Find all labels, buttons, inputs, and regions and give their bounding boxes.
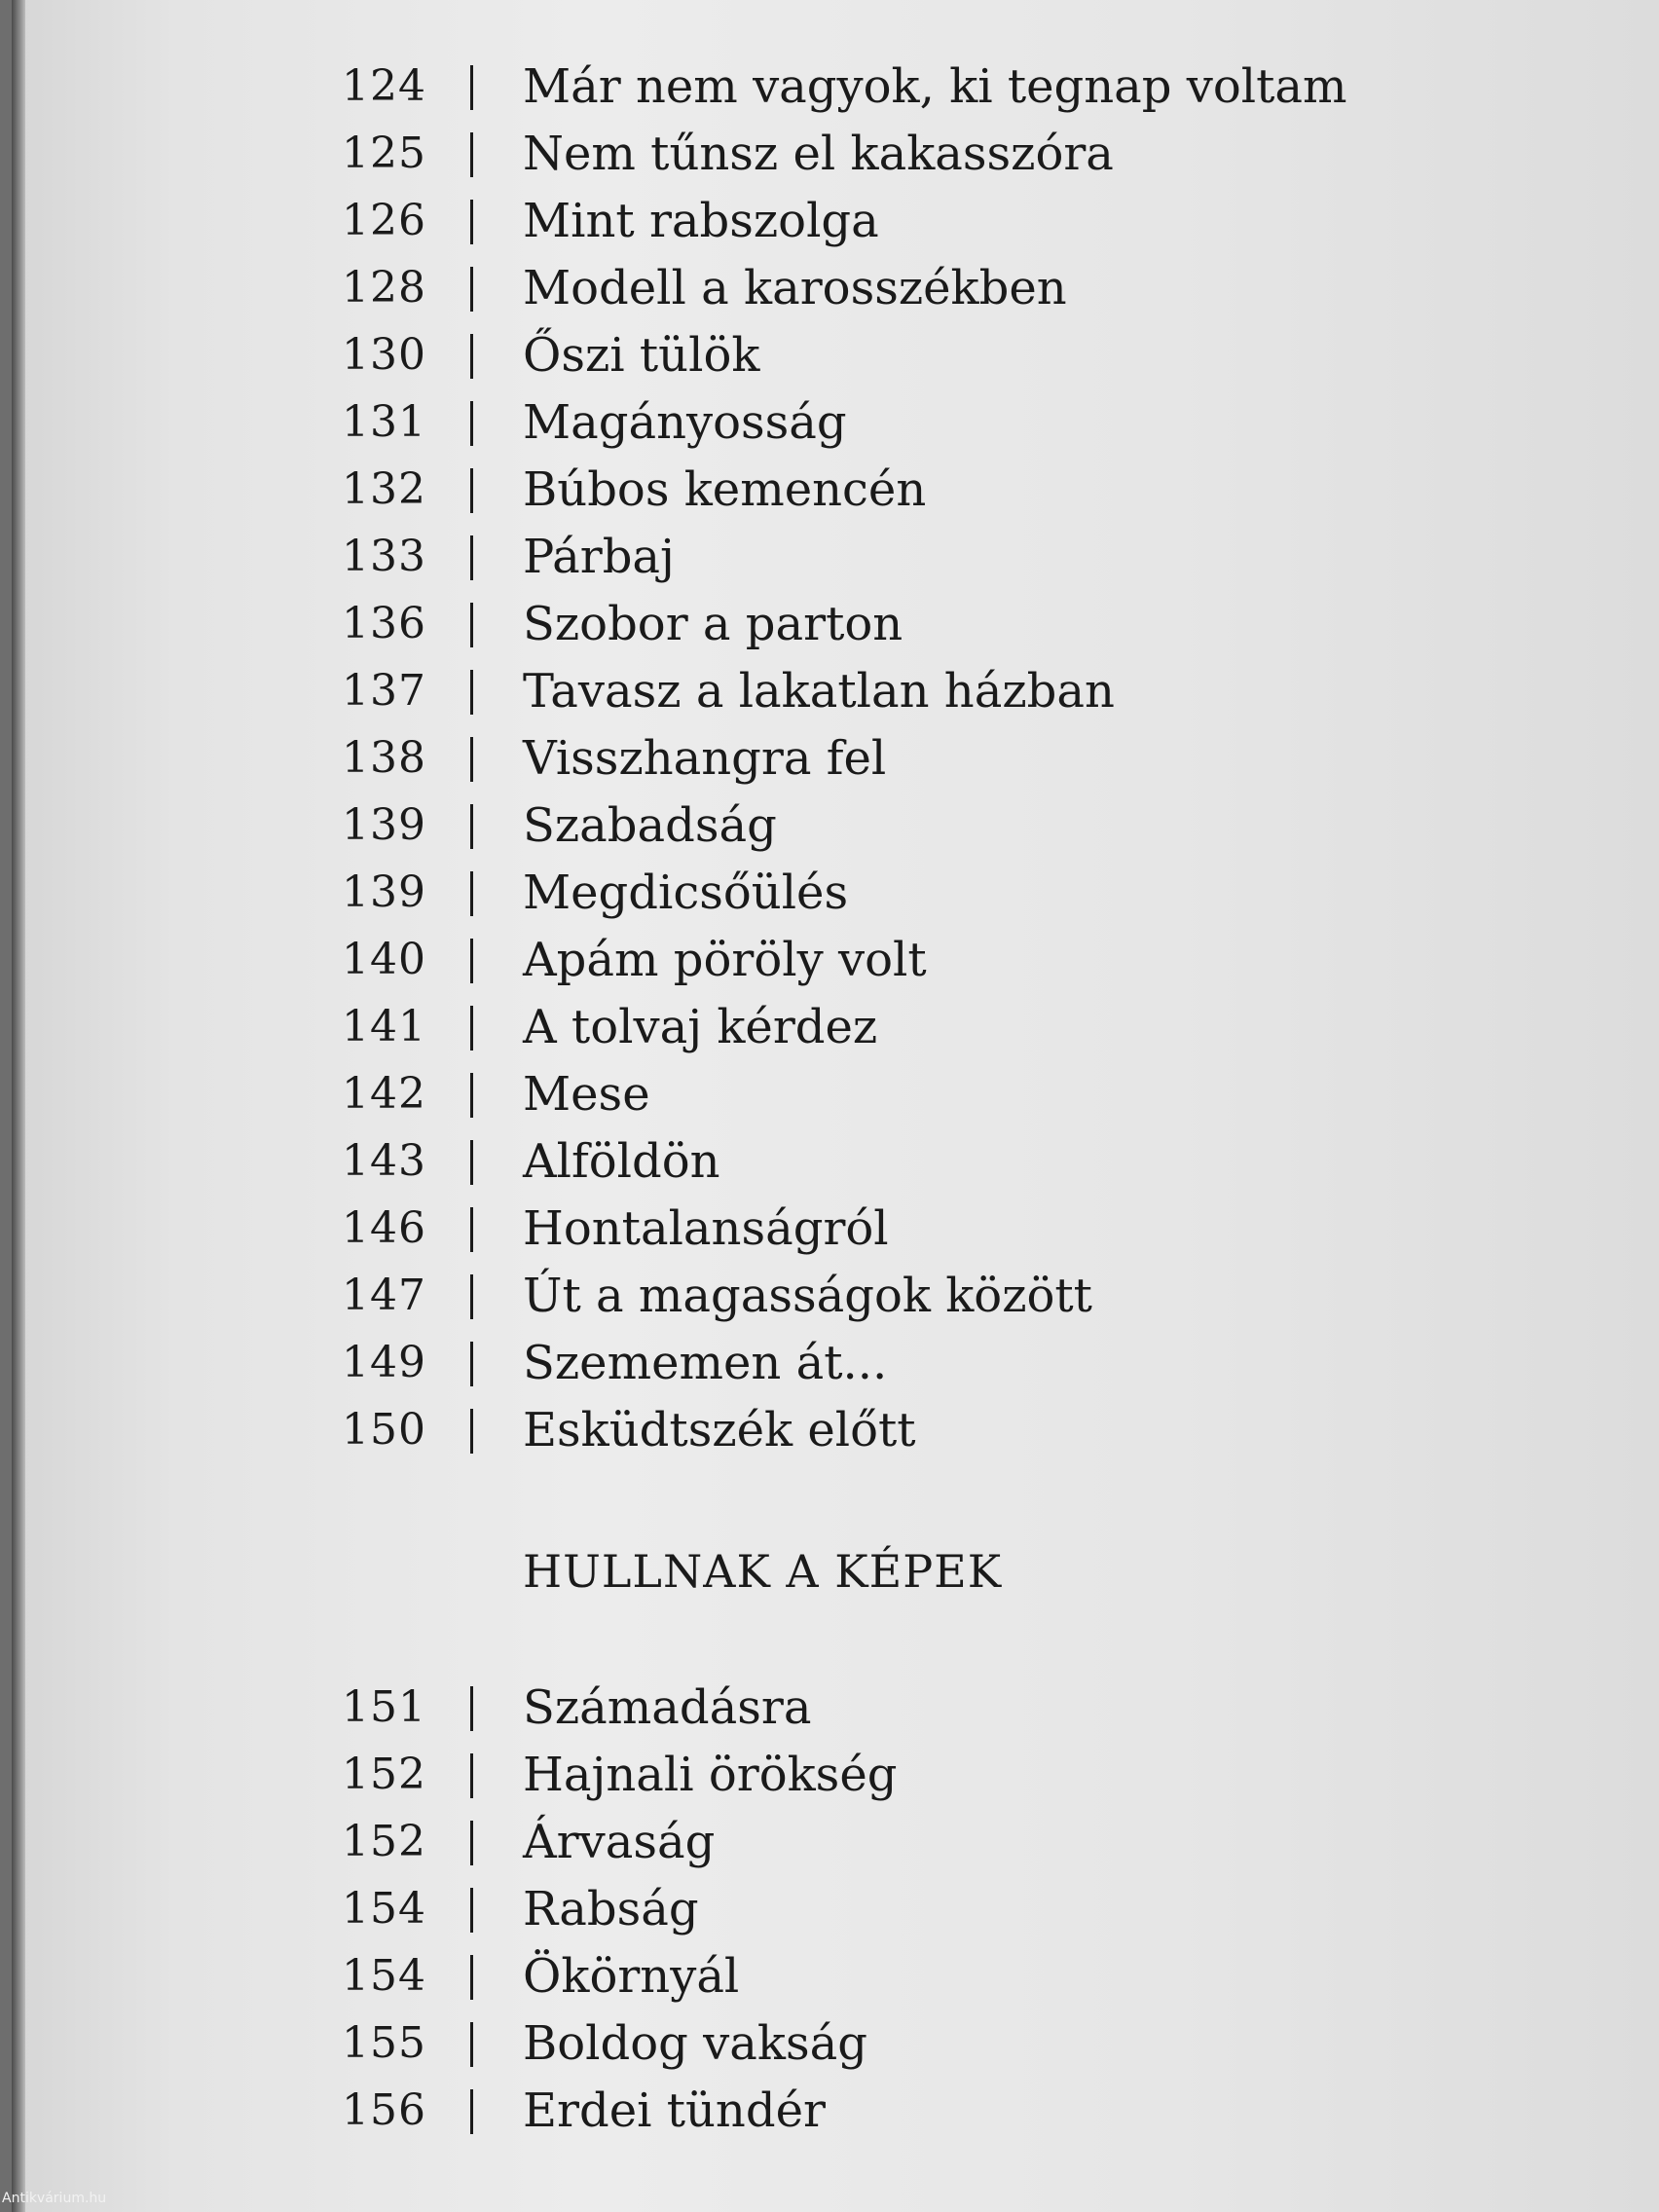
page-number: 124 — [342, 61, 426, 111]
separator-bar — [470, 1409, 473, 1454]
toc-entry — [0, 658, 1558, 724]
toc-entry — [0, 1196, 1558, 1262]
poem-title: Ökörnyál — [523, 1949, 740, 2004]
toc-entry — [0, 1876, 1558, 1942]
toc-entry — [0, 1330, 1558, 1396]
page-number: 137 — [342, 666, 426, 716]
page-number: 139 — [342, 867, 426, 917]
page-number: 147 — [342, 1271, 426, 1320]
page-number: 154 — [342, 1884, 426, 1934]
toc-entry — [0, 1943, 1558, 2009]
toc-entry — [0, 591, 1558, 657]
page-number: 140 — [342, 935, 426, 984]
page-number: 126 — [342, 196, 426, 245]
toc-entry — [0, 860, 1558, 926]
toc-entry — [0, 793, 1558, 859]
page-number: 152 — [342, 1750, 426, 1799]
separator-bar — [470, 1140, 473, 1185]
poem-title: Szememen át... — [523, 1336, 888, 1390]
poem-title: Szabadság — [523, 798, 777, 853]
page-number: 136 — [342, 599, 426, 648]
poem-title: Modell a karosszékben — [523, 261, 1067, 315]
poem-title: Búbos kemencén — [523, 462, 927, 517]
separator-bar — [470, 1888, 473, 1933]
page-number: 150 — [342, 1405, 426, 1455]
page-number: 133 — [342, 532, 426, 581]
separator-bar — [470, 200, 473, 244]
poem-title: Párbaj — [523, 530, 675, 584]
toc-entry — [0, 1061, 1558, 1127]
toc-entry — [0, 121, 1558, 187]
poem-title: Őszi tülök — [523, 328, 760, 383]
page-number: 143 — [342, 1136, 426, 1186]
separator-bar — [470, 2022, 473, 2067]
separator-bar — [470, 670, 473, 715]
poem-title: Mint rabszolga — [523, 194, 879, 248]
poem-title: Út a magasságok között — [523, 1269, 1092, 1323]
page-number: 155 — [342, 2018, 426, 2068]
page-number: 132 — [342, 464, 426, 514]
poem-title: Mese — [523, 1067, 650, 1122]
poem-title: Tavasz a lakatlan házban — [523, 664, 1115, 719]
page-number: 128 — [342, 263, 426, 313]
toc-entry — [0, 2078, 1558, 2144]
toc-entry — [0, 1128, 1558, 1195]
separator-bar — [470, 1821, 473, 1865]
separator-bar — [470, 871, 473, 916]
toc-entry — [0, 255, 1558, 321]
toc-entry — [0, 994, 1558, 1060]
toc-entry — [0, 2010, 1558, 2077]
separator-bar — [470, 1342, 473, 1386]
poem-title: Magányosság — [523, 395, 847, 450]
page-number: 125 — [342, 129, 426, 178]
poem-title: Megdicsőülés — [523, 866, 849, 920]
toc-entry — [0, 1397, 1558, 1463]
toc-entry — [0, 457, 1558, 523]
separator-bar — [470, 1073, 473, 1118]
poem-title: A tolvaj kérdez — [523, 1000, 878, 1054]
toc-entry — [0, 524, 1558, 590]
poem-title: Számadásra — [523, 1680, 812, 1735]
separator-bar — [470, 132, 473, 177]
separator-bar — [470, 65, 473, 110]
poem-title: Szobor a parton — [523, 597, 903, 651]
poem-title: Alföldön — [523, 1134, 720, 1189]
toc-entry — [0, 389, 1558, 456]
poem-title: Hontalanságról — [523, 1201, 889, 1256]
toc-entry — [0, 1809, 1558, 1875]
separator-bar — [470, 401, 473, 446]
watermark-text: Antikvárium.hu — [2, 2191, 107, 2206]
poem-title: Esküdtszék előtt — [523, 1403, 916, 1457]
separator-bar — [470, 267, 473, 312]
page-number: 138 — [342, 733, 426, 783]
poem-title: Apám pöröly volt — [523, 933, 927, 987]
page-number: 149 — [342, 1338, 426, 1387]
page-number: 131 — [342, 397, 426, 447]
poem-title: Boldog vakság — [523, 2016, 867, 2071]
page-number: 156 — [342, 2085, 426, 2135]
poem-title: Rabság — [523, 1882, 699, 1936]
poem-title: Erdei tündér — [523, 2083, 826, 2138]
separator-bar — [470, 1274, 473, 1319]
separator-bar — [470, 1753, 473, 1798]
toc-entry — [0, 188, 1558, 254]
separator-bar — [470, 1955, 473, 2000]
separator-bar — [470, 603, 473, 647]
separator-bar — [470, 804, 473, 849]
poem-title: Visszhangra fel — [523, 731, 887, 786]
section-heading: HULLNAK A KÉPEK — [523, 1545, 1003, 1598]
separator-bar — [470, 334, 473, 379]
separator-bar — [470, 1686, 473, 1731]
page-number: 154 — [342, 1951, 426, 2001]
page-number: 151 — [342, 1682, 426, 1732]
separator-bar — [470, 1207, 473, 1252]
poem-title: Már nem vagyok, ki tegnap voltam — [523, 59, 1347, 114]
page-number: 141 — [342, 1002, 426, 1051]
toc-entry — [0, 322, 1558, 388]
separator-bar — [470, 2089, 473, 2134]
separator-bar — [470, 1006, 473, 1051]
toc-entry — [0, 54, 1558, 120]
page-number: 142 — [342, 1069, 426, 1119]
toc-entry — [0, 725, 1558, 792]
poem-title: Nem tűnsz el kakasszóra — [523, 127, 1114, 181]
toc-entry — [0, 1675, 1558, 1741]
page-number: 130 — [342, 330, 426, 380]
separator-bar — [470, 737, 473, 782]
toc-entry — [0, 927, 1558, 993]
separator-bar — [470, 535, 473, 580]
page-number: 146 — [342, 1203, 426, 1253]
separator-bar — [470, 468, 473, 513]
page-number: 152 — [342, 1817, 426, 1866]
toc-entry — [0, 1263, 1558, 1329]
poem-title: Árvaság — [523, 1815, 716, 1869]
poem-title: Hajnali örökség — [523, 1748, 898, 1802]
separator-bar — [470, 939, 473, 983]
page-number: 139 — [342, 800, 426, 850]
toc-entry — [0, 1742, 1558, 1808]
